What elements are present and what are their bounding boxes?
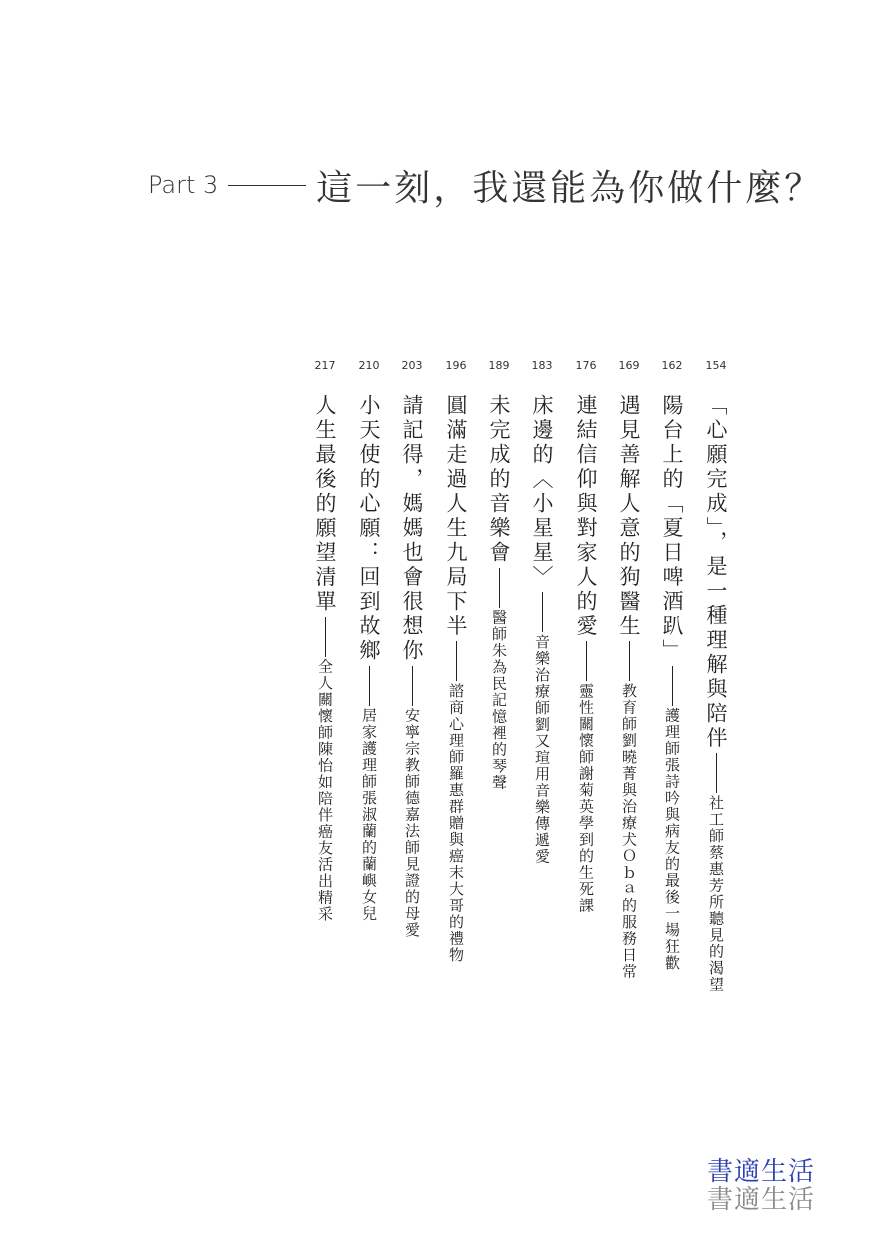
page-number: 154 xyxy=(705,359,727,372)
entry-subtitle: 教育師劉曉菁與治療犬Ｏｂａ的服務日常 xyxy=(620,683,638,980)
entry-subtitle: 諮商心理師羅惠群贈與癌末大哥的禮物 xyxy=(447,683,465,964)
entry-dash xyxy=(716,753,717,793)
toc-entry[interactable] xyxy=(437,356,475,964)
entry-dash xyxy=(629,641,630,681)
heading-divider xyxy=(228,185,306,186)
entry-dash xyxy=(456,641,457,681)
toc-entry[interactable] xyxy=(480,356,518,791)
entry-text xyxy=(657,394,687,972)
entry-dash xyxy=(325,617,326,657)
toc-entry[interactable] xyxy=(567,356,605,914)
page-number: 210 xyxy=(358,359,380,372)
toc-entry[interactable] xyxy=(523,356,561,865)
entry-text xyxy=(614,394,644,980)
toc-entry[interactable] xyxy=(393,356,431,939)
entry-text xyxy=(484,394,514,791)
entry-subtitle: 音樂治療師劉又瑄用音樂傳遞愛 xyxy=(533,634,551,865)
entry-subtitle: 護理師張詩吟與病友的最後一場狂歡 xyxy=(663,707,681,972)
toc-entry[interactable] xyxy=(697,356,735,993)
part-title: 這一刻，我還能為你做什麼？ xyxy=(316,167,824,209)
entry-subtitle: 社工師蔡惠芳所聽見的渴望 xyxy=(707,795,725,993)
entry-dash xyxy=(412,666,413,706)
entry-subtitle: 醫師朱為民記憶裡的琴聲 xyxy=(490,609,508,791)
publisher-logo xyxy=(685,1159,815,1213)
entry-subtitle: 居家護理師張淑蘭的蘭嶼女兒 xyxy=(360,707,378,922)
part-heading xyxy=(148,160,823,210)
entry-title: 未完成的音樂會 xyxy=(487,394,511,566)
toc-entry[interactable] xyxy=(350,356,388,922)
entry-title: 床邊的〈小星星〉 xyxy=(530,394,554,590)
page-number: 183 xyxy=(531,359,553,372)
table-of-contents xyxy=(0,356,875,1076)
entry-text xyxy=(310,394,340,923)
entry-title: 請記得，媽媽也會很想你 xyxy=(400,394,424,664)
entry-subtitle: 全人關懷師陳怡如陪伴癌友活出精采 xyxy=(316,658,334,923)
logo-text-primary: 書適生活 xyxy=(706,1157,815,1187)
page-number: 203 xyxy=(401,359,423,372)
toc-entry[interactable] xyxy=(306,356,344,923)
toc-entry[interactable] xyxy=(610,356,648,980)
page-number: 176 xyxy=(575,359,597,372)
entry-title: 陽台上的「夏日啤酒趴」 xyxy=(660,394,684,664)
entry-text xyxy=(571,394,601,914)
entry-dash xyxy=(369,666,370,706)
page-number: 189 xyxy=(488,359,510,372)
logo-text-secondary: 書適生活 xyxy=(706,1185,815,1215)
entry-title: 連結信仰與對家人的愛 xyxy=(574,394,598,639)
entry-text xyxy=(354,394,384,922)
entry-dash xyxy=(499,568,500,608)
page-number: 169 xyxy=(618,359,640,372)
part-label: Part 3 xyxy=(148,171,219,199)
entry-title: 小天使的心願：回到故鄉 xyxy=(357,394,381,664)
page-number: 162 xyxy=(661,359,683,372)
entry-title: 遇見善解人意的狗醫生 xyxy=(617,394,641,639)
entry-subtitle: 安寧宗教師德嘉法師見證的母愛 xyxy=(403,707,421,939)
toc-entry[interactable] xyxy=(653,356,691,972)
entry-text xyxy=(527,394,557,865)
page-number: 217 xyxy=(314,359,336,372)
entry-title: 「心願完成」，是一種理解與陪伴 xyxy=(704,394,728,751)
entry-title: 圓滿走過人生九局下半 xyxy=(444,394,468,639)
entry-dash xyxy=(672,666,673,706)
entry-text xyxy=(397,394,427,939)
entry-text xyxy=(701,394,731,993)
entry-dash xyxy=(542,592,543,632)
page-number: 196 xyxy=(445,359,467,372)
entry-text xyxy=(441,394,471,964)
entry-subtitle: 靈性關懷師謝菊英學到的生死課 xyxy=(577,683,595,914)
entry-dash xyxy=(586,641,587,681)
entry-title: 人生最後的願望清單 xyxy=(313,394,337,615)
